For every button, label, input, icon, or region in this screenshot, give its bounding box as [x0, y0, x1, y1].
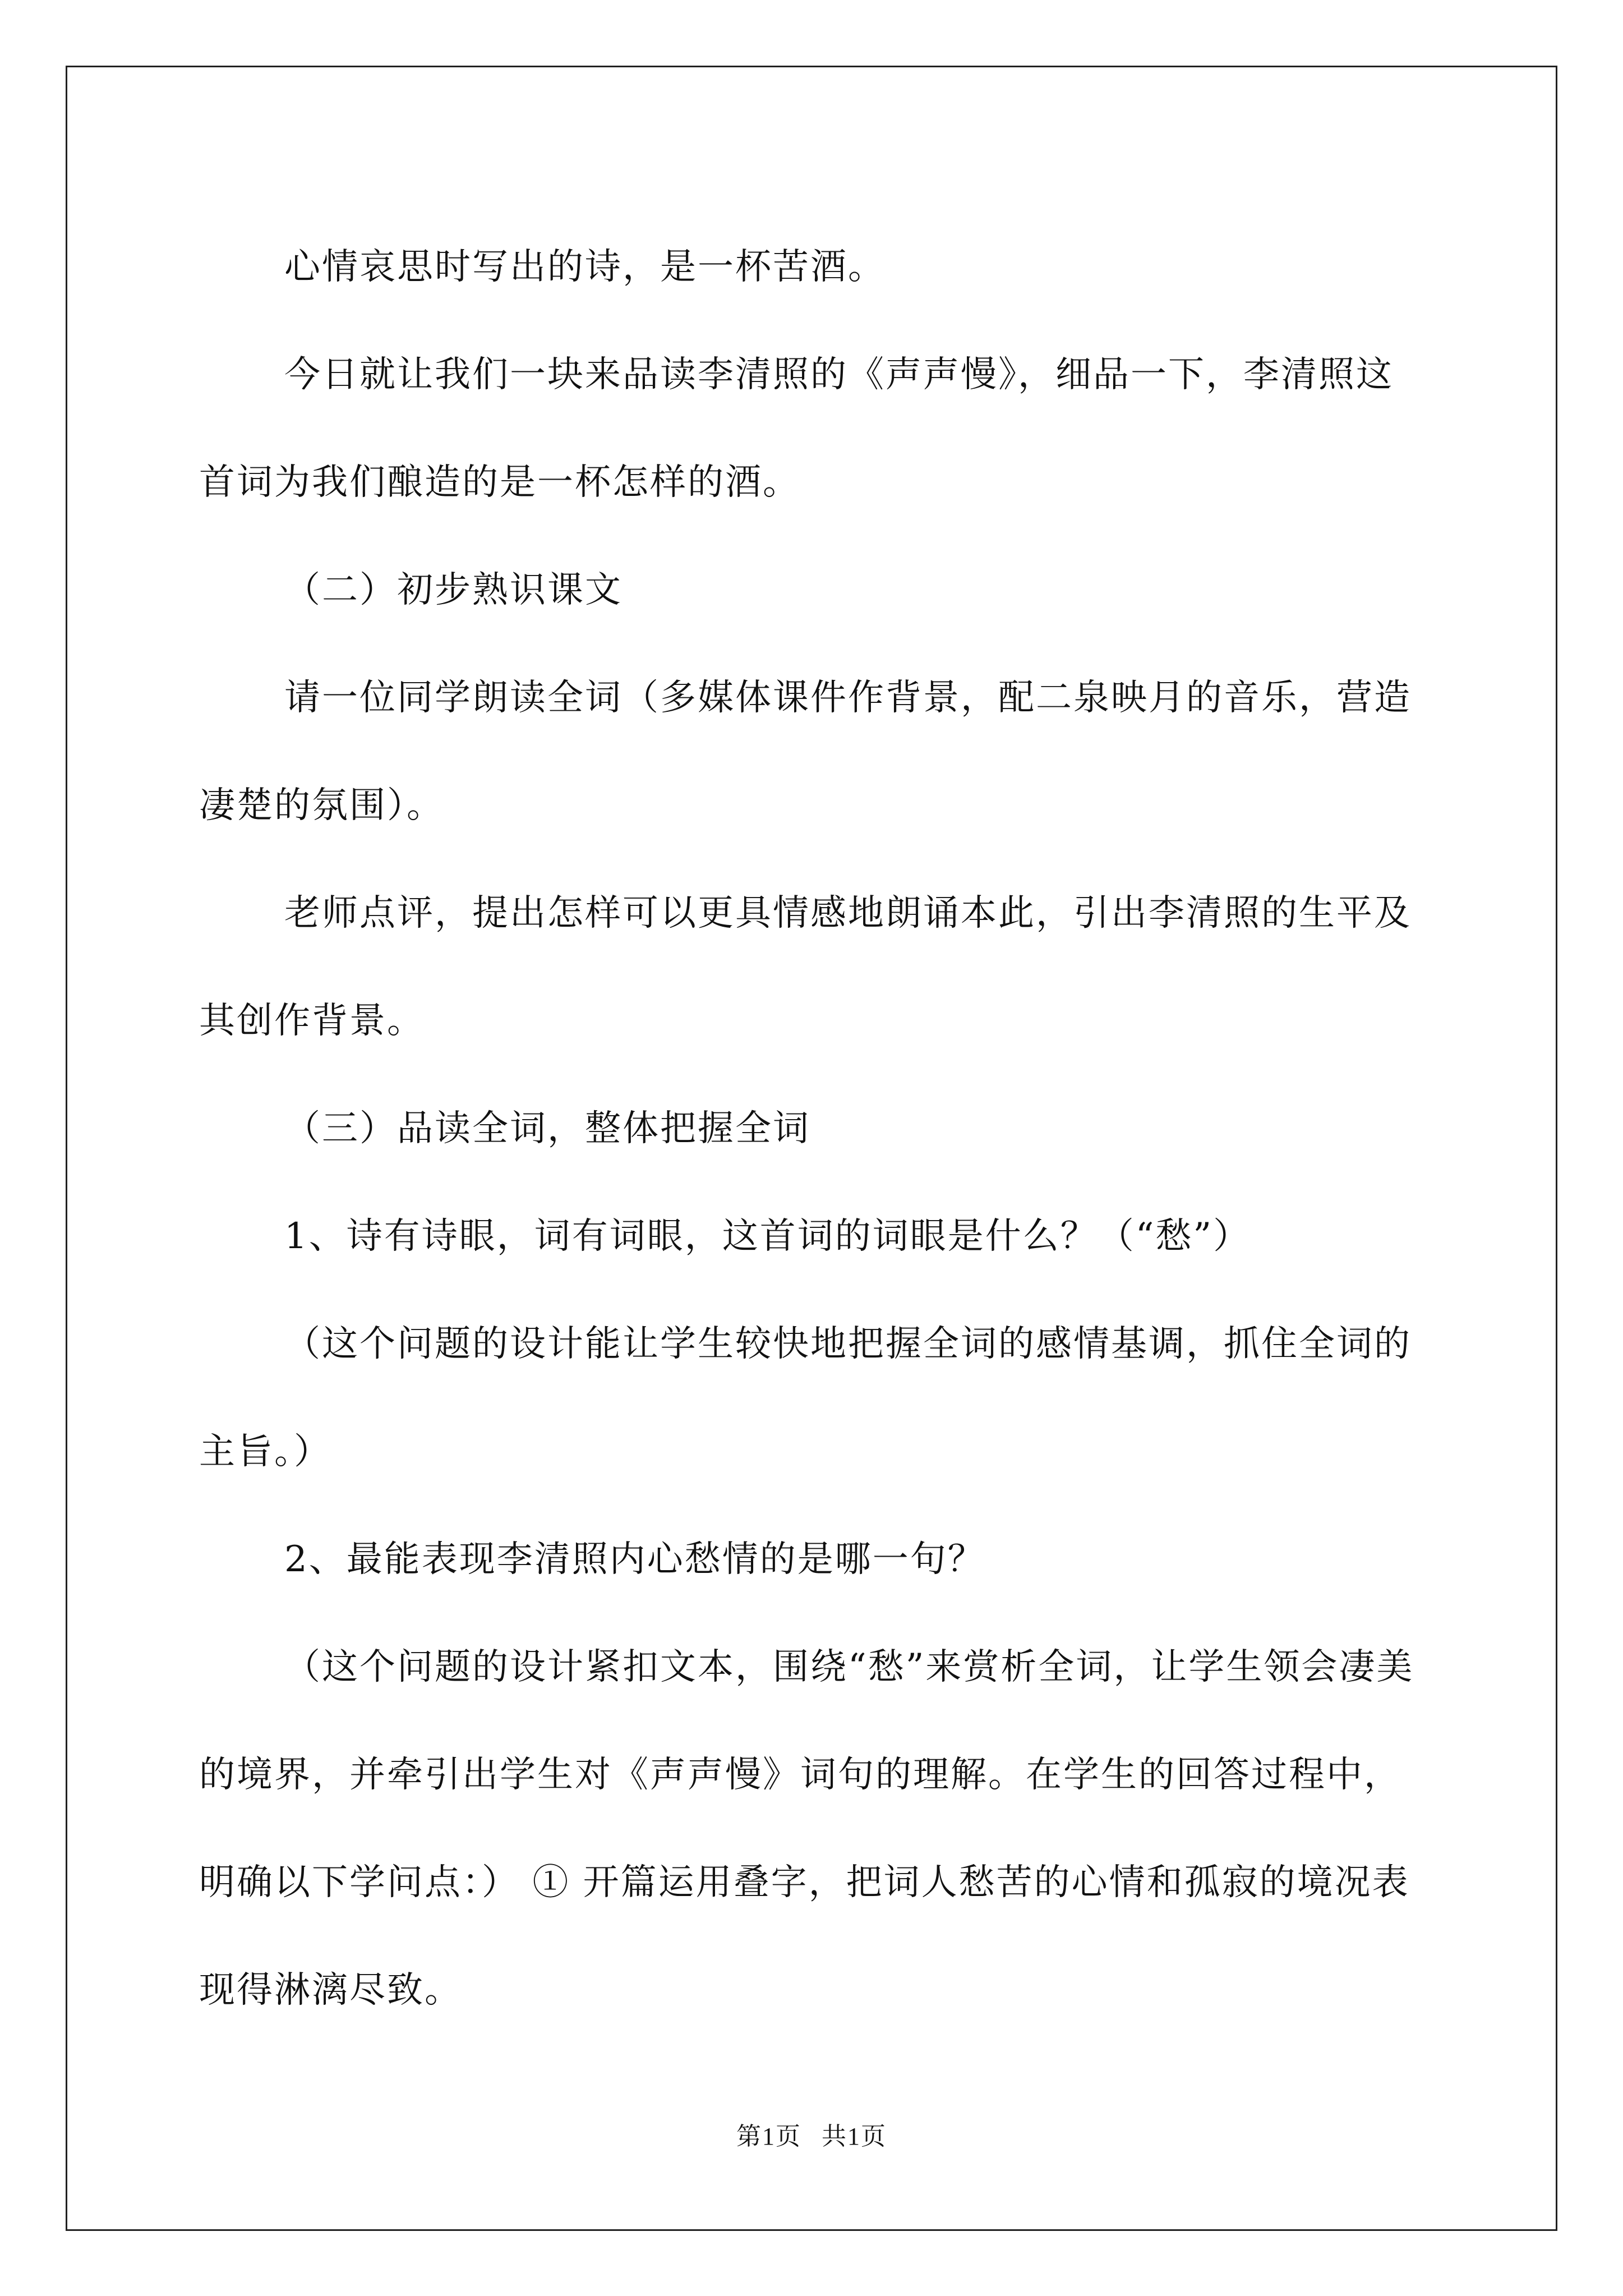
document-body: [199, 213, 1430, 2044]
paragraph: 老师点评，提出怎样可以更具情感地朗诵本此，引出李清照的生平及其创作背景。: [199, 892, 1412, 1042]
section-heading: （二）初步熟识课文: [284, 569, 623, 611]
note-paragraph: （这个问题的设计能让学生较快地把握全词的感情基调，抓住全词的主旨。）: [199, 1323, 1412, 1473]
paragraph: 心情哀思时写出的诗，是一杯苦酒。: [284, 246, 886, 288]
paragraph: 请一位同学朗读全词（多媒体课件作背景，配二泉映月的音乐，营造凄楚的氛围）。: [199, 677, 1412, 826]
page-footer: [0, 2116, 1623, 2152]
question-item: 2、最能表现李清照内心愁情的是哪一句？: [284, 1539, 985, 1580]
section-heading: （三）品读全词，整体把握全词: [284, 1108, 810, 1149]
note-paragraph: （这个问题的设计紧扣文本，围绕“愁”来赏析全词，让学生领会凄美的境界，并牵引出学生对《声声慢》词句的理解。在学生的回答过程中，明确以下学问点：） ① 开篇运用叠字，把词人愁苦的心情和孤寂的境况表现得淋漓尽致。: [199, 1646, 1414, 2011]
question-item: 1、诗有诗眼，词有词眼，这首词的词眼是什么？（“愁”）: [284, 1216, 1251, 1257]
page-number: 第1页: [736, 2123, 801, 2150]
paragraph: 今日就让我们一块来品读李清照的《声声慢》，细品一下，李清照这首词为我们酿造的是一杯怎样的酒。: [199, 354, 1394, 503]
page-total: 共1页: [822, 2123, 887, 2150]
